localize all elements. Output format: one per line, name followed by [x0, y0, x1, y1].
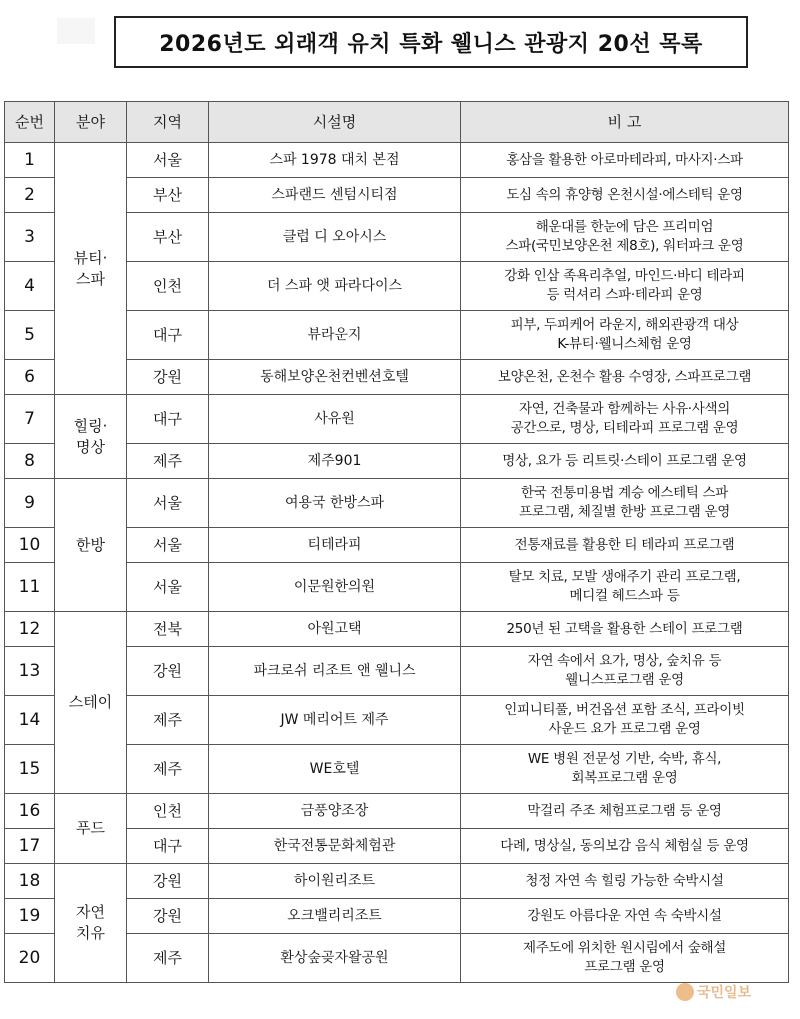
row-number: 8	[5, 444, 55, 479]
row-number: 4	[5, 262, 55, 311]
table-row	[5, 864, 789, 899]
row-facility-name: 아원고택	[209, 612, 461, 647]
row-facility-name: 한국전통문화체험관	[209, 829, 461, 864]
row-note: 도심 속의 휴양형 온천시설·에스테틱 운영	[461, 178, 789, 213]
row-region: 전북	[127, 612, 209, 647]
row-region: 인천	[127, 262, 209, 311]
header-facility: 시설명	[209, 102, 461, 143]
row-number: 15	[5, 745, 55, 794]
row-number: 5	[5, 311, 55, 360]
row-number: 16	[5, 794, 55, 829]
row-note: 전통재료를 활용한 티 테라피 프로그램	[461, 528, 789, 563]
row-facility-name: 제주901	[209, 444, 461, 479]
row-region: 제주	[127, 444, 209, 479]
row-region: 강원	[127, 360, 209, 395]
row-facility-name: 이문원한의원	[209, 563, 461, 612]
row-region: 서울	[127, 528, 209, 563]
table-row	[5, 612, 789, 647]
row-facility-name: JW 메리어트 제주	[209, 696, 461, 745]
header-no: 순번	[5, 102, 55, 143]
row-region: 강원	[127, 899, 209, 934]
row-facility-name: 환상숲곶자왈공원	[209, 934, 461, 983]
row-note: 인피니티풀, 버건옵션 포함 조식, 프라이빗 사운드 요가 프로그램 운영	[461, 696, 789, 745]
row-facility-name: WE호텔	[209, 745, 461, 794]
row-note: 탈모 치료, 모발 생애주기 관리 프로그램, 메디컬 헤드스파 등	[461, 563, 789, 612]
row-number: 3	[5, 213, 55, 262]
row-facility-name: 파크로쉬 리조트 앤 웰니스	[209, 647, 461, 696]
row-region: 서울	[127, 563, 209, 612]
row-note: 피부, 두피케어 라운지, 해외관광객 대상 K-뷰티·웰니스체험 운영	[461, 311, 789, 360]
row-category: 스테이	[55, 612, 127, 794]
wellness-table	[4, 101, 789, 983]
row-number: 12	[5, 612, 55, 647]
row-region: 서울	[127, 143, 209, 178]
table-row	[5, 143, 789, 178]
row-number: 7	[5, 395, 55, 444]
row-region: 제주	[127, 934, 209, 983]
row-number: 1	[5, 143, 55, 178]
row-number: 18	[5, 864, 55, 899]
row-region: 대구	[127, 311, 209, 360]
row-number: 2	[5, 178, 55, 213]
row-note: 한국 전통미용법 계승 에스테틱 스파 프로그램, 체질별 한방 프로그램 운영	[461, 479, 789, 528]
table-row	[5, 794, 789, 829]
row-region: 부산	[127, 178, 209, 213]
row-region: 부산	[127, 213, 209, 262]
row-facility-name: 더 스파 앳 파라다이스	[209, 262, 461, 311]
row-facility-name: 여용국 한방스파	[209, 479, 461, 528]
row-facility-name: 금풍양조장	[209, 794, 461, 829]
table-header-row	[5, 102, 789, 143]
row-facility-name: 사유원	[209, 395, 461, 444]
header-region: 지역	[127, 102, 209, 143]
row-region: 제주	[127, 696, 209, 745]
row-number: 11	[5, 563, 55, 612]
row-note: 다례, 명상실, 동의보감 음식 체험실 등 운영	[461, 829, 789, 864]
table-body	[5, 143, 789, 983]
row-note: 명상, 요가 등 리트릿·스테이 프로그램 운영	[461, 444, 789, 479]
title-box	[114, 16, 748, 68]
row-number: 14	[5, 696, 55, 745]
row-category: 뷰티· 스파	[55, 143, 127, 395]
row-facility-name: 티테라피	[209, 528, 461, 563]
row-category: 힐링· 명상	[55, 395, 127, 479]
table-row	[5, 479, 789, 528]
logo-placeholder	[57, 18, 95, 44]
row-number: 13	[5, 647, 55, 696]
row-note: 자연 속에서 요가, 명상, 숲치유 등 웰니스프로그램 운영	[461, 647, 789, 696]
row-region: 서울	[127, 479, 209, 528]
row-note: 청정 자연 속 힐링 가능한 숙박시설	[461, 864, 789, 899]
row-number: 9	[5, 479, 55, 528]
row-facility-name: 하이원리조트	[209, 864, 461, 899]
row-region: 강원	[127, 864, 209, 899]
row-number: 17	[5, 829, 55, 864]
row-number: 20	[5, 934, 55, 983]
row-facility-name: 클럽 디 오아시스	[209, 213, 461, 262]
row-number: 10	[5, 528, 55, 563]
row-note: 홍삼을 활용한 아로마테라피, 마사지·스파	[461, 143, 789, 178]
row-note: 250년 된 고택을 활용한 스테이 프로그램	[461, 612, 789, 647]
row-note: WE 병원 전문성 기반, 숙박, 휴식, 회복프로그램 운영	[461, 745, 789, 794]
row-region: 대구	[127, 829, 209, 864]
row-note: 강원도 아름다운 자연 속 숙박시설	[461, 899, 789, 934]
row-note: 자연, 건축물과 함께하는 사유·사색의 공간으로, 명상, 티테라피 프로그램 운영	[461, 395, 789, 444]
watermark	[676, 980, 788, 1004]
row-facility-name: 오크밸리리조트	[209, 899, 461, 934]
row-number: 6	[5, 360, 55, 395]
watermark-logo-icon	[676, 983, 694, 1001]
row-note: 보양온천, 온천수 활용 수영장, 스파프로그램	[461, 360, 789, 395]
row-region: 대구	[127, 395, 209, 444]
row-region: 인천	[127, 794, 209, 829]
row-category: 한방	[55, 479, 127, 612]
row-note: 해운대를 한눈에 담은 프리미엄 스파(국민보양온천 제8호), 워터파크 운영	[461, 213, 789, 262]
row-category: 자연 치유	[55, 864, 127, 983]
row-number: 19	[5, 899, 55, 934]
row-note: 강화 인삼 족욕리추얼, 마인드·바디 테라피 등 럭셔리 스파·테라피 운영	[461, 262, 789, 311]
header-note: 비 고	[461, 102, 789, 143]
watermark-text: 국민일보	[697, 985, 752, 1001]
row-region: 제주	[127, 745, 209, 794]
row-note: 막걸리 주조 체험프로그램 등 운영	[461, 794, 789, 829]
table-row	[5, 395, 789, 444]
row-category: 푸드	[55, 794, 127, 864]
row-facility-name: 동해보양온천컨벤션호텔	[209, 360, 461, 395]
header-category: 분야	[55, 102, 127, 143]
row-region: 강원	[127, 647, 209, 696]
row-facility-name: 뷰라운지	[209, 311, 461, 360]
page-title: 2026년도 외래객 유치 특화 웰니스 관광지 20선 목록	[159, 31, 703, 57]
row-facility-name: 스파랜드 센텀시티점	[209, 178, 461, 213]
row-note: 제주도에 위치한 원시림에서 숲해설 프로그램 운영	[461, 934, 789, 983]
row-facility-name: 스파 1978 대치 본점	[209, 143, 461, 178]
